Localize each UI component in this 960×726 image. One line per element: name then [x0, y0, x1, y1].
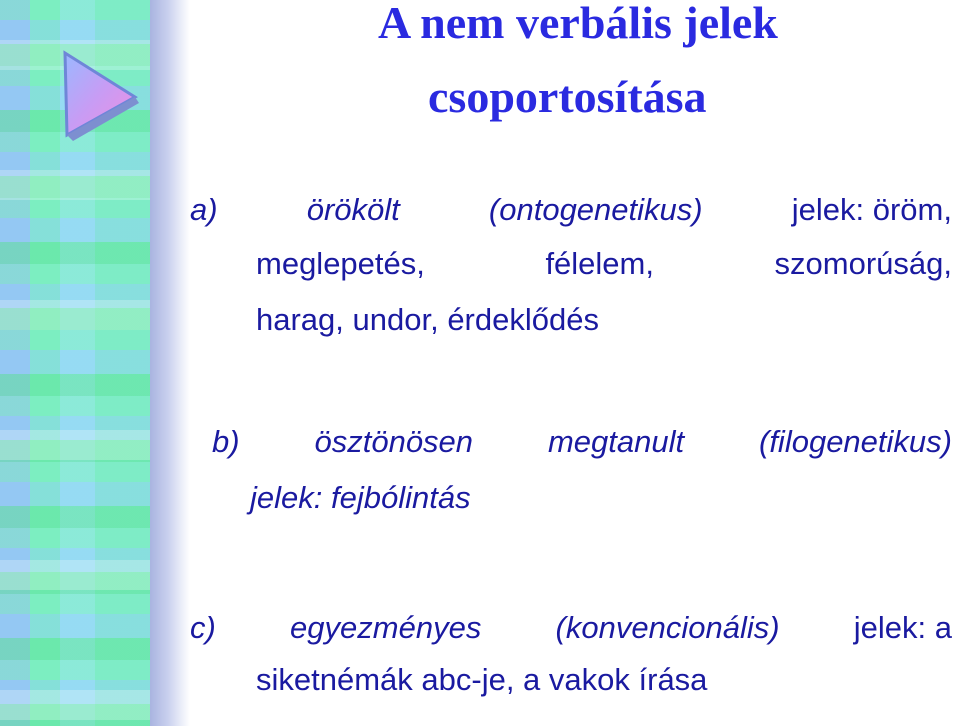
item-word: (konvencionális)	[555, 610, 780, 645]
item-word: ösztönösen	[314, 424, 474, 459]
page-title-line2: csoportosítása	[428, 71, 707, 122]
strip-band	[0, 430, 150, 460]
item-word: egyezményes	[290, 610, 482, 645]
item-word: (filogenetikus)	[759, 424, 952, 459]
item-b-line1	[212, 424, 952, 460]
item-a-line2	[256, 246, 952, 282]
item-word: megtanult	[547, 424, 685, 459]
strip-shadow	[150, 0, 190, 726]
item-label: b)	[212, 424, 240, 459]
item-word: (ontogenetikus)	[488, 192, 703, 227]
item-word: félelem,	[545, 246, 654, 281]
item-a-line1	[190, 192, 952, 228]
strip-band	[0, 170, 150, 200]
strip-band	[0, 560, 150, 590]
item-word: jelek: a	[853, 610, 952, 645]
item-label: a)	[190, 192, 218, 227]
item-b-line2: jelek: fejbólintás	[250, 480, 471, 515]
item-word: szomorúság,	[774, 246, 952, 281]
item-c-line1	[190, 610, 952, 646]
item-word: örökölt	[306, 192, 400, 227]
strip-band	[0, 690, 150, 720]
strip-band	[0, 300, 150, 330]
item-word: jelek: öröm,	[791, 192, 952, 227]
item-word: meglepetés,	[256, 246, 425, 281]
item-label: c)	[190, 610, 216, 645]
item-c-line2: siketnémák abc-je, a vakok írása	[256, 662, 708, 697]
page-title-line1: A nem verbális jelek	[378, 0, 778, 48]
triangle-arrow-icon	[55, 45, 145, 145]
item-a-line3: harag, undor, érdeklődés	[256, 302, 599, 337]
